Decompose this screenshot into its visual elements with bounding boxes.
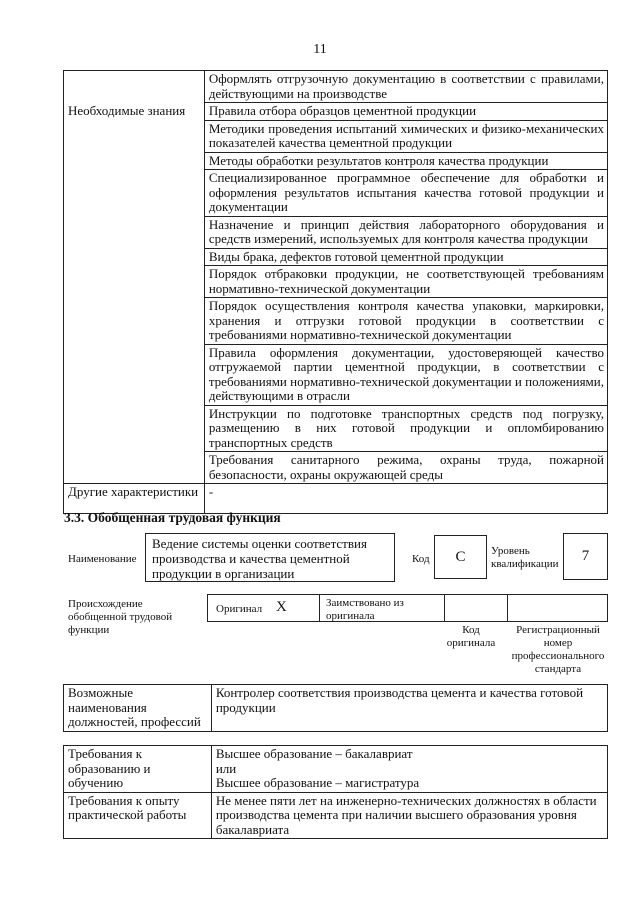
knowledge-item: Методики проведения испытаний химических и физико-механических показателей качества цементной продукции: [204, 120, 607, 152]
code-value-box: [434, 535, 487, 579]
requirements-table: [63, 745, 608, 839]
origin-table: [207, 594, 608, 622]
name-value-box: [145, 533, 395, 582]
education-value-3: Высшее образование – магистратура: [215, 775, 420, 790]
knowledge-item: Требования санитарного режима, охраны труда, пожарной безопасности, охраны окружающей среды: [204, 452, 607, 484]
knowledge-item: Инструкции по подготовке транспортных средств под погрузку, размещению в них готовой продукции и опломбированию транспортных средств: [204, 405, 607, 452]
code-label: Код: [412, 553, 430, 565]
knowledge-item: Правила оформления документации, удостоверяющей качество отгружаемой партии цементной продукции, в соответствии с требованиями нормативно-технической документации и положениями, действующими в отрасли: [204, 344, 607, 405]
education-label: Требования к образованию и обучению: [64, 746, 212, 793]
positions-label: Возможные наименования должностей, профессий: [64, 685, 212, 732]
table-row: [64, 746, 608, 793]
table-cell: Оформлять отгрузочную документацию в соответствии с правилами, действующими на производстве: [204, 71, 607, 103]
divider: [507, 595, 508, 621]
name-label: Наименование: [68, 553, 137, 565]
code-original-caption: Код оригинала: [446, 624, 496, 649]
original-mark: X: [276, 599, 287, 615]
knowledge-item: Порядок осуществления контроля качества упаковки, маркировки, хранения и отгрузки готовой продукции в соответствии с требованиями нормативно-технической документации: [204, 298, 607, 345]
other-value: -: [204, 484, 607, 514]
knowledge-label: Необходимые знания: [64, 103, 205, 484]
knowledge-item: Назначение и принцип действия лабораторного оборудования и средств измерений, используемых для контроля качества продукции: [204, 216, 607, 248]
knowledge-table: [63, 70, 608, 514]
positions-table: [63, 684, 608, 732]
knowledge-item: Методы обработки результатов контроля качества продукции: [204, 152, 607, 170]
experience-label: Требования к опыту практической работы: [64, 792, 212, 839]
level-value-box: [563, 533, 608, 580]
education-value-2: или: [215, 760, 237, 776]
knowledge-item: Специализированное программное обеспечение для обработки и оформления результатов испытания качества готовой продукции и документации: [204, 170, 607, 217]
table-row: [64, 792, 608, 839]
table-row: [64, 71, 608, 103]
knowledge-item: Виды брака, дефектов готовой цементной продукции: [204, 248, 607, 266]
name-value: Ведение системы оценки соответствия производства и качества цементной продукции в организации: [152, 536, 367, 581]
other-label: Другие характеристики: [64, 484, 205, 514]
knowledge-item: Порядок отбраковки продукции, не соответствующей требованиям нормативно-технической документации: [204, 266, 607, 298]
experience-value: Не менее пяти лет на инженерно-технических должностях в области производства цемента при наличии высшего образования уровня бакалавриата: [211, 792, 607, 839]
level-value: 7: [581, 548, 590, 564]
section-heading: 3.3. Обобщенная трудовая функция: [64, 510, 281, 525]
table-row: [64, 103, 608, 121]
positions-value: Контролер соответствия производства цемента и качества готовой продукции: [211, 685, 607, 732]
reg-number-caption: Регистрационный номер профессионального стандарта: [511, 624, 605, 675]
education-value-1: Высшее образование – бакалавриат: [215, 746, 413, 761]
origin-label: Происхождение обобщенной трудовой функции: [68, 598, 173, 636]
table-row: [64, 484, 608, 514]
divider: [444, 595, 445, 621]
table-row: [64, 685, 608, 732]
divider: [319, 595, 320, 621]
knowledge-item: Правила отбора образцов цементной продукции: [204, 103, 607, 121]
borrowed-label: Заимствовано из оригинала: [326, 597, 404, 622]
level-label: Уровень квалификации: [491, 545, 559, 570]
code-value: C: [455, 549, 466, 565]
original-label: Оригинал: [216, 603, 263, 615]
page-number: 11: [313, 42, 327, 57]
